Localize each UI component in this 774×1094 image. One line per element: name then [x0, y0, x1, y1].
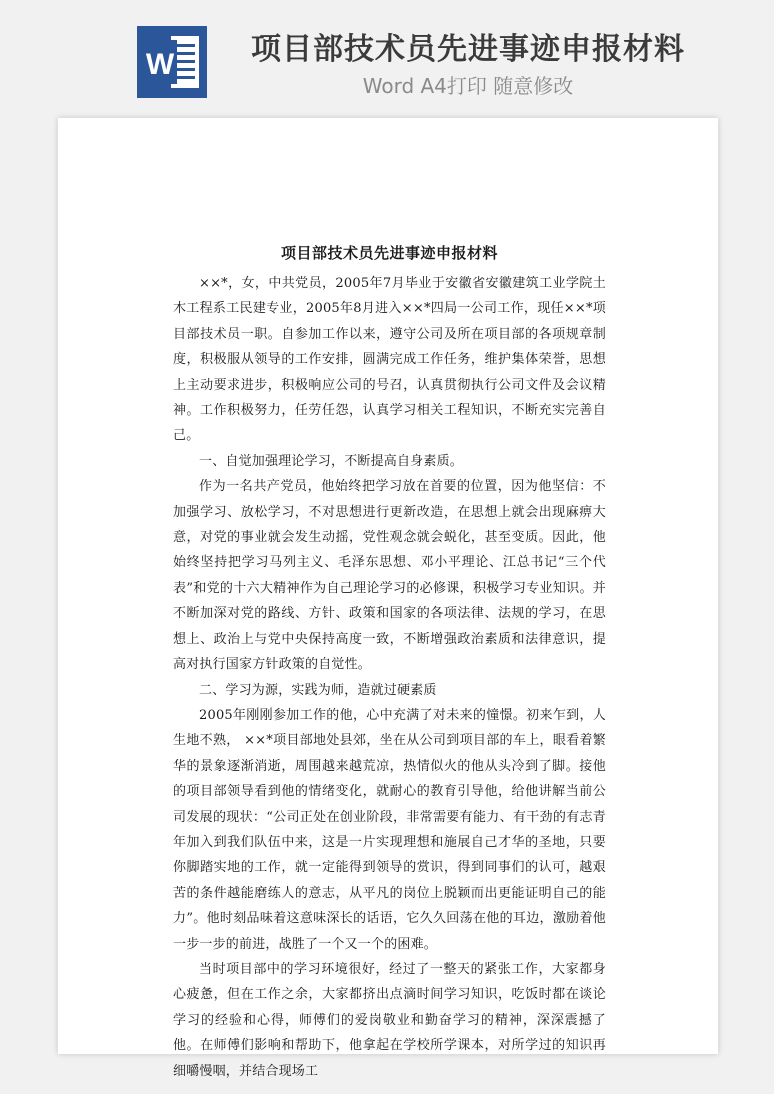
svg-text:W: W — [145, 48, 175, 81]
banner-title: 项目部技术员先进事迹申报材料 — [251, 32, 685, 67]
banner-subtitle: Word A4打印 随意修改 — [362, 74, 574, 98]
word-document-icon — [137, 26, 207, 98]
paragraph: ××*，女，中共党员，2005年7月毕业于安徽省安徽建筑工业学院土木工程系工民建专业，2005年8月进入××*四局一公司工作，现任××*项目部技术员一职。自参加工作以来，遵守公司及所在项目部的各项规章制度，积极服从领导的工作安排，圆满完成工作任务，维护集体荣誉，思想上主动要求进步，积极响应公司的号召，认真贯彻执行公司文件及会议精神。工作积极努力，任劳任怨，认真学习相关工程知识，不断充实完善自己。 — [173, 276, 606, 444]
paragraph: 作为一名共产党员，他始终把学习放在首要的位置，因为他坚信：不加强学习、放松学习，不对思想进行更新改造，在思想上就会出现麻痹大意，对党的事业就会发生动摇，党性观念就会蜕化，甚至变质。因此，他始终坚持把学习马列主义、毛泽东思想、邓小平理论、江总书记“三个代表”和党的十六大精神作为自己理论学习的必修课，积极学习专业知识。并不断加深对党的路线、方针、政策和国家的各项法律、法规的学习，在思想上、政治上与党中央保持高度一致，不断增强政治素质和法律意识，提高对执行国家方针政策的自觉性。 — [173, 479, 606, 673]
section-heading: 一、自觉加强理论学习，不断提高自身素质。 — [199, 453, 464, 469]
document-page — [58, 118, 718, 1079]
document-title: 项目部技术员先进事迹申报材料 — [280, 244, 498, 262]
paragraph: 当时项目部中的学习环境很好，经过了一整天的紧张工作，大家都身心疲惫，但在工作之余，大家都挤出点滴时间学习知识，吃饭时都在谈论学习的经验和心得，师傅们的爱岗敬业和勤奋学习的精神，深深震撼了他。在师傅们影响和帮助下，他拿起在学校所学课本，对所学过的知识再细嚼慢咽，并结合现场工 — [173, 961, 606, 1079]
paragraph: 2005年刚刚参加工作的他，心中充满了对未来的憧憬。初来乍到，人生地不熟， ××*项目部地处县郊，坐在从公司到项目部的车上，眼看着繁华的景象逐渐消逝，周围越来越荒凉，热情似火的他从头冷到了脚。接他的项目部领导看到他的情绪变化，就耐心的教育引导他，给他讲解当前公司发展的现状：“公司正处在创业阶段，非常需要有能力、有干劲的有志青年加入到我们队伍中来，这是一片实现理想和施展自己才华的圣地，只要你脚踏实地的工作，就一定能得到领导的赏识，得到同事们的认可，越艰苦的条件越能磨练人的意志，从平凡的岗位上脱颖而出更能证明自己的能力”。他时刻品味着这意味深长的话语，它久久回荡在他的耳边，激励着他一步一步的前进，战胜了一个又一个的困难。 — [173, 707, 606, 952]
section-heading: 二、学习为源，实践为师，造就过硬素质 — [199, 682, 437, 698]
banner — [0, 0, 774, 112]
document-body — [173, 238, 606, 1084]
